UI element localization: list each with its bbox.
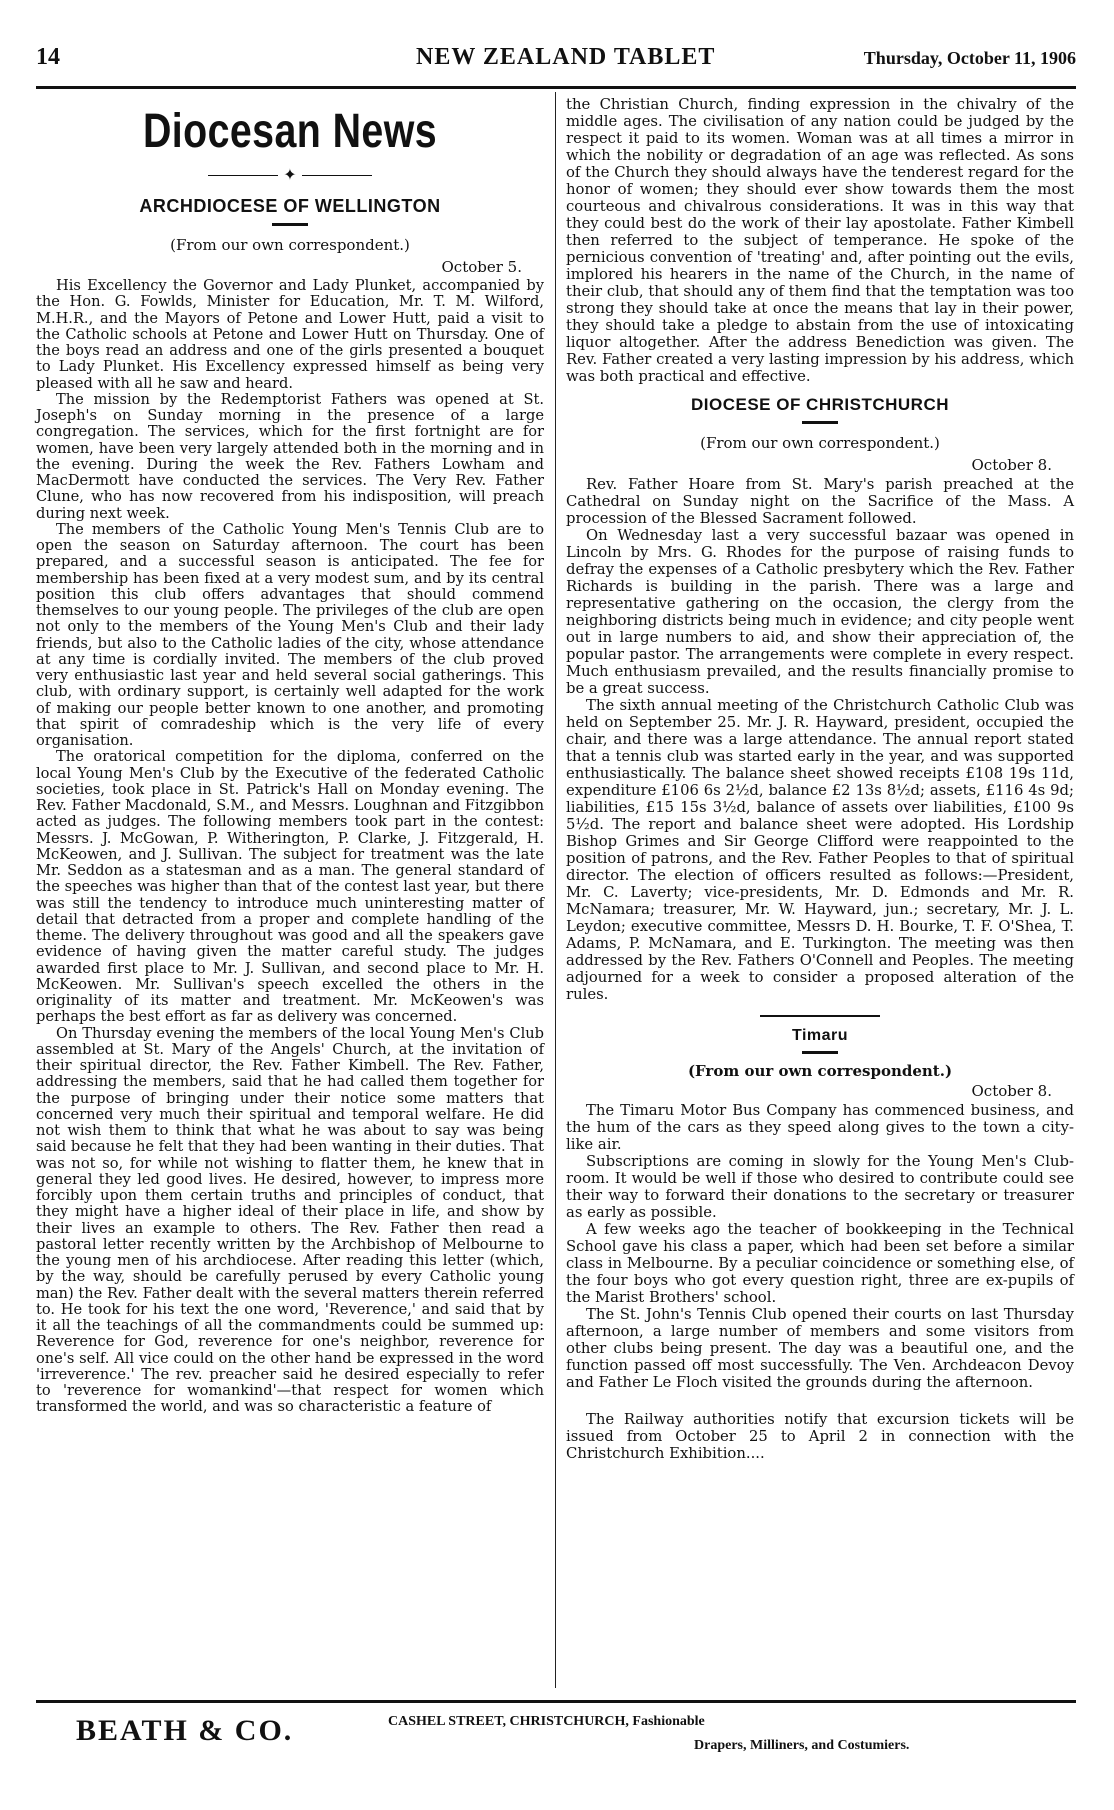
correspondent-line: (From our own correspondent.) <box>170 236 410 254</box>
heading-rule <box>802 1051 838 1054</box>
dateline: October 5. <box>441 258 522 276</box>
paragraph: The St. John's Tennis Club opened their courts on last Thursday afternoon, a large number of members and some visitors from other clubs being present. The day was a beautiful one, and the function passed off most successfully. The Ven. Archdeacon Devoy and Father Le Floch visited the grounds during the afternoon. <box>566 1306 1074 1391</box>
heading-rule <box>272 223 308 226</box>
paragraph: The sixth annual meeting of the Christchurch Catholic Club was held on September 25. Mr. J. R. Hayward, president, occupied the chair, and there was a large attendance. The annual report stated that a tennis club was started early in the year, and was supported enthusiastically. The balance sheet showed receipts £108 19s 11d, expenditure £106 6s 2½d, balance £2 13s 8½d; assets, £116 4s 9d; liabilities, £15 15s 3½d, balance of assets over liabilities, £100 9s 5½d. The report and balance sheet were adopted. His Lordship Bishop Grimes and Sir George Clifford were reappointed to the position of patrons, and the Rev. Father Peoples to that of spiritual director. The election of officers resulted as follows:—President, Mr. C. Laverty; vice-presidents, Mr. D. Edmonds and Mr. R. McNamara; treasurer, Mr. W. Hayward, jun.; secretary, Mr. J. L. Leydon; executive committee, Messrs D. H. Bourke, T. F. O'Shea, T. Adams, P. McNamara, and E. Turkington. The meeting was then addressed by the Rev. Fathers O'Connell and Peoples. The meeting adjourned for a week to consider a proposed alteration of the rules. <box>566 697 1074 1003</box>
section-heading-wellington: ARCHDIOCESE OF WELLINGTON <box>139 196 441 216</box>
advertiser-address: CASHEL STREET, CHRISTCHURCH, Fashionable <box>388 1714 705 1729</box>
dateline: October 8. <box>971 1082 1052 1100</box>
paragraph: Subscriptions are coming in slowly for the Young Men's Club-room. It would be well if those who desired to contribute could see their way to forward their donations to the secretary or treasurer as early as possible. <box>566 1153 1074 1221</box>
column-divider <box>555 92 556 1688</box>
paragraph: The members of the Catholic Young Men's Tennis Club are to open the season on Saturday afternoon. The court has been prepared, and a successful season is anticipated. The fee for membership has been fixed at a very modest sum, and by its central position this club offers advantages that should commend themselves to our young people. The privileges of the club are open not only to the members of the Young Men's Club and their lady friends, but also to the Catholic ladies of the city, whose attendance at any time is cordially invited. The members of the club proved very enthusiastic last year and held several social gatherings. This club, with ordinary support, is certainly well adapted for the work of making our people better known to one another, and promoting that spirit of comradeship which is the very life of every organisation. <box>36 520 544 749</box>
left-column <box>36 96 544 1416</box>
section-heading-timaru: Timaru <box>791 1027 849 1044</box>
ornament-divider <box>36 165 544 184</box>
dateline: October 8. <box>971 456 1052 474</box>
paragraph: The Railway authorities notify that excursion tickets will be issued from October 25 to April 2 in connection with the Christchurch Exhibition.... <box>566 1411 1074 1462</box>
masthead-rule <box>36 86 1076 89</box>
correspondent-line: (From our own correspondent.) <box>687 1062 953 1080</box>
paragraph: A few weeks ago the teacher of bookkeeping in the Technical School gave his class a paper, which had been set before a similar class in Melbourne. By a peculiar coincidence or something else, of the four boys who got every question right, three are ex-pupils of the Marist Brothers' school. <box>566 1221 1074 1306</box>
footer-rule <box>36 1700 1076 1703</box>
correspondent-line: (From our own correspondent.) <box>700 434 940 452</box>
paragraph: His Excellency the Governor and Lady Plunket, accompanied by the Hon. G. Fowlds, Minister for Education, Mr. T. M. Wilford, M.H.R., and the Mayors of Petone and Lower Hutt, paid a visit to the Catholic schools at Petone and Lower Hutt on Thursday. One of the boys read an address and one of the girls presented a bouquet to Lady Plunket. His Excellency expressed himself as being very pleased with all he saw and heard. <box>36 277 544 392</box>
issue-date: Thursday, October 11, 1906 <box>863 48 1076 68</box>
advertiser-name: BEATH & CO. <box>76 1714 294 1747</box>
paragraph: The mission by the Redemptorist Fathers was opened at St. Joseph's on Sunday morning in the presence of a large congregation. The services, which for the first fortnight are for women, have been very largely attended both in the morning and in the evening. During the week the Rev. Fathers Lowham and MacDermott have conducted the services. The Very Rev. Father Clune, who has now recovered from his indisposition, will preach during next week. <box>36 390 544 522</box>
paragraph: On Thursday evening the members of the local Young Men's Club assembled at St. Mary of the Angels' Church, at the invitation of their spiritual director, the Rev. Father Kimbell. The Rev. Father, addressing the members, said that he had called them together for the purpose of bringing under their notice some matters that concerned very much their spiritual and temporal welfare. He did not wish them to think that what he was about to say was being said because he felt that they had been wanting in their duties. That was not so, for while not wishing to flatter them, he knew that in general they led good lives. He desired, however, to impress more forcibly upon them certain truths and principles of conduct, that they might have a higher ideal of their place in life, and show by their lives an example to others. The Rev. Father then read a pastoral letter recently written by the Archbishop of Melbourne to the young men of his archdiocese. After reading this letter (which, by the way, should be carefully perused by every Catholic young man) the Rev. Father dealt with the several matters therein referred to. He took for his text the one word, 'Reverence,' and said that by it all the teachings of all the commandments could be summed up: Reverence for God, reverence for one's neighbor, reverence for one's self. All vice could on the other hand be expressed in the word 'irreverence.' The rev. preacher said he desired especially to refer to 'reverence for womankind'—that respect for women which transformed the world, and was so characteristic a feature of <box>36 1024 544 1416</box>
paragraph: On Wednesday last a very successful bazaar was opened in Lincoln by Mrs. G. Rhodes for the purpose of raising funds to defray the expenses of a Catholic presbytery which the Rev. Father Richards is building in the parish. There was a large and representative gathering on the occasion, the clergy from the neighboring districts being much in evidence; and city people went out in large numbers to aid, and show their appreciation of, the popular pastor. The arrangements were complete in every respect. Much enthusiasm prevailed, and the results financially promise to be a great success. <box>566 527 1074 697</box>
section-rule <box>760 1015 880 1017</box>
page-number: 14 <box>36 44 60 70</box>
page-title: Diocesan News <box>142 105 438 158</box>
publication-title: NEW ZEALAND TABLET <box>416 44 716 70</box>
right-column <box>566 96 1074 1462</box>
continued-paragraph: the Christian Church, finding expression in the chivalry of the middle ages. The civilisation of any nation could be judged by the respect it paid to its women. Woman was at all times a mirror in which the nobility or degradation of an age was reflected. As sons of the Church they should always have the tenderest regard for the honor of women; they should ever show towards them the most courteous and chivalrous considerations. It was in this way that they could best do the work of their lay apostolate. Father Kimbell then referred to the subject of temperance. He spoke of the pernicious convention of 'treating' and, after pointing out the evils, implored his hearers in the name of the Church, in the name of their club, that should any of them find that the temptation was too strong they should take at once the means that lay in their power, they should take a pledge to abstain from the use of intoxicating liquor altogether. After the address Benediction was given. The Rev. Father created a very lasting impression by his address, which was both practical and effective. <box>566 96 1074 385</box>
paragraph: The Timaru Motor Bus Company has commenced business, and the hum of the cars as they speed along gives to the town a city-like air. <box>566 1102 1074 1153</box>
section-heading-christchurch: DIOCESE OF CHRISTCHURCH <box>690 395 949 414</box>
diamond-ornament-icon: ✦ <box>283 165 297 184</box>
masthead <box>36 44 1076 84</box>
heading-rule <box>802 421 838 424</box>
paragraph: The oratorical competition for the diploma, conferred on the local Young Men's Club by the Executive of the federated Catholic societies, took place in St. Patrick's Hall on Monday evening. The Rev. Father Macdonald, S.M., and Messrs. Loughnan and Fitzgibbon acted as judges. The following members took part in the contest: Messrs. J. McGowan, P. Witherington, P. Clarke, J. Fitzgerald, H. McKeowen, and J. Sullivan. The subject for treatment was the late Mr. Seddon as a statesman and as a man. The general standard of the speeches was higher than that of the contest last year, but there was still the tendency to introduce much uninteresting matter of detail that detracted from a proper and complete handling of the theme. The delivery throughout was good and all the speakers gave evidence of having given the matter careful study. The judges awarded first place to Mr. J. Sullivan, and second place to Mr. H. McKeowen. Mr. Sullivan's speech excelled the others in the originality of its matter and treatment. Mr. McKeowen's was perhaps the best effort as far as delivery was concerned. <box>36 748 544 1026</box>
advertiser-trades: Drapers, Milliners, and Costumiers. <box>694 1738 910 1753</box>
paragraph: Rev. Father Hoare from St. Mary's parish preached at the Cathedral on Sunday night on the Sacrifice of the Mass. A procession of the Blessed Sacrament followed. <box>566 476 1074 527</box>
spacer <box>566 1391 1074 1411</box>
